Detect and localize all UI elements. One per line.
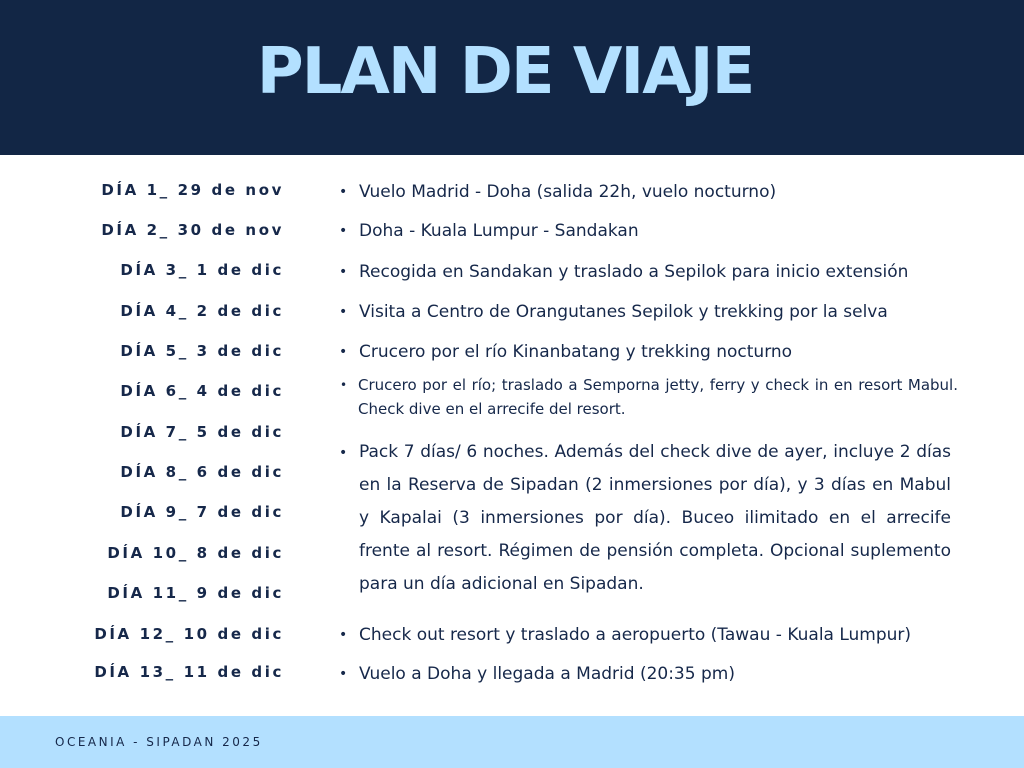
activity-text: Visita a Centro de Orangutanes Sepilok y trekking por la selva: [359, 302, 888, 322]
bullet-icon: •: [339, 666, 348, 682]
bullet-icon: •: [339, 627, 348, 643]
activity-text: Crucero por el río; traslado a Semporna jetty, ferry y check in en resort Mabul. Check dive en el arrecife del resort.: [358, 376, 958, 418]
activity-text: Vuelo a Doha y llegada a Madrid (20:35 pm): [359, 664, 735, 684]
day-label: DÍA 7_ 5 de dic: [120, 423, 284, 441]
header-banner: [0, 0, 1024, 155]
footer-label: OCEANIA - SIPADAN 2025: [55, 735, 263, 749]
day-label: DÍA 1_ 29 de nov: [101, 181, 284, 199]
day-label: DÍA 2_ 30 de nov: [101, 221, 284, 239]
bullet-icon: •: [339, 264, 348, 280]
bullet-icon: •: [339, 223, 348, 239]
bullet-icon: •: [340, 378, 348, 392]
bullet-icon: •: [339, 304, 348, 320]
page-title: PLAN DE VIAJE: [256, 35, 754, 109]
day-label: DÍA 13_ 11 de dic: [94, 663, 284, 681]
bullet-icon: •: [339, 184, 348, 200]
day-label: DÍA 4_ 2 de dic: [120, 302, 284, 320]
dive-pack-description: Pack 7 días/ 6 noches. Además del check dive de ayer, incluye 2 días en la Reserva de Sipadan (2 inmersiones por día), y 3 días en Mabul y Kapalai (3 inmersiones por día). Buceo ilimitado en el arrecife frente al resort. Régimen de pensión completa. Opcional suplemento para un día adicional en Sipadan.: [359, 442, 951, 594]
day-label: DÍA 9_ 7 de dic: [120, 503, 284, 521]
day-label: DÍA 5_ 3 de dic: [120, 342, 284, 360]
activity-text: Vuelo Madrid - Doha (salida 22h, vuelo nocturno): [359, 182, 777, 202]
day-label: DÍA 10_ 8 de dic: [107, 544, 284, 562]
day-label: DÍA 6_ 4 de dic: [120, 382, 284, 400]
activity-text: Doha - Kuala Lumpur - Sandakan: [359, 221, 639, 241]
day-label: DÍA 12_ 10 de dic: [94, 625, 284, 643]
activity-text: Recogida en Sandakan y traslado a Sepilok para inicio extensión: [359, 262, 909, 282]
footer-band: [0, 716, 1024, 768]
day-label: DÍA 3_ 1 de dic: [120, 261, 284, 279]
activity-text: Check out resort y traslado a aeropuerto (Tawau - Kuala Lumpur): [359, 625, 912, 645]
bullet-icon: •: [339, 445, 348, 461]
activity-text: Crucero por el río Kinanbatang y trekking nocturno: [359, 342, 793, 362]
day-label: DÍA 11_ 9 de dic: [107, 584, 284, 602]
day-label: DÍA 8_ 6 de dic: [120, 463, 284, 481]
bullet-icon: •: [339, 344, 348, 360]
